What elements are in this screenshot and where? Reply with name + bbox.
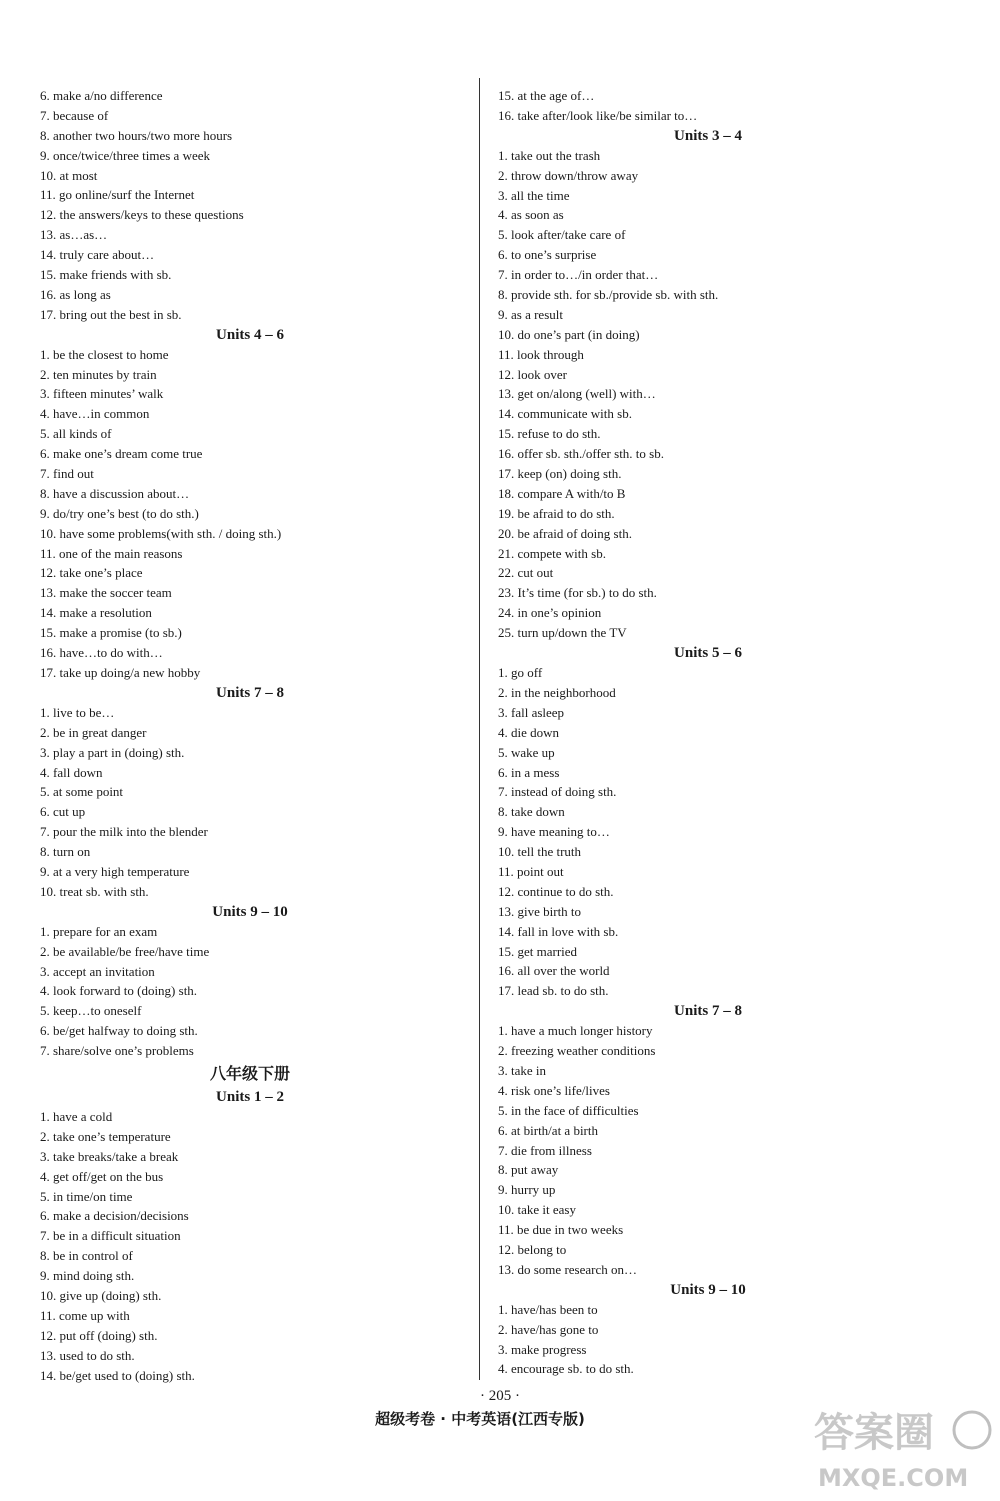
phrase-item: 14. truly care about… <box>40 247 155 263</box>
phrase-item: 7. be in a difficult situation <box>40 1228 181 1244</box>
phrase-item: 16. have…to do with… <box>40 645 163 661</box>
phrase-item: 5. in the face of difficulties <box>498 1102 639 1118</box>
phrase-item: 15. refuse to do sth. <box>498 426 601 442</box>
phrase-item: 7. find out <box>40 466 94 482</box>
section-heading: Units 9 – 10 <box>212 903 288 920</box>
phrase-item: 8. another two hours/two more hours <box>40 127 233 143</box>
phrase-item: 4. look forward to (doing) sth. <box>40 983 198 999</box>
left-column <box>40 86 460 1385</box>
phrase-item: 5. keep…to oneself <box>40 1003 142 1019</box>
phrase-item: 9. as a result <box>498 306 563 322</box>
phrase-item: 1. have/has been to <box>498 1301 598 1317</box>
book-title: 超级考卷 · 中考英语(江西专版) <box>375 1410 585 1428</box>
phrase-item: 17. keep (on) doing sth. <box>498 466 622 482</box>
grade-heading: 八年级下册 <box>209 1063 290 1083</box>
phrase-item: 4. have…in common <box>40 406 150 422</box>
phrase-item: 10. tell the truth <box>498 844 582 860</box>
phrase-item: 12. put off (doing) sth. <box>40 1327 158 1343</box>
phrase-item: 12. continue to do sth. <box>498 883 614 899</box>
phrase-item: 3. fall asleep <box>498 704 565 720</box>
phrase-item: 20. be afraid of doing sth. <box>498 525 632 541</box>
watermark-text: 答案圈 <box>814 1410 934 1456</box>
phrase-item: 12. the answers/keys to these questions <box>40 207 244 223</box>
phrase-item: 4. risk one’s life/lives <box>498 1082 610 1098</box>
phrase-item: 6. make a decision/decisions <box>40 1208 189 1224</box>
phrase-item: 7. in order to…/in order that… <box>498 267 659 283</box>
phrase-item: 21. compete with sb. <box>498 545 606 561</box>
phrase-item: 16. take after/look like/be similar to… <box>498 107 698 123</box>
phrase-item: 1. have a cold <box>40 1108 113 1124</box>
right-column <box>498 86 958 1379</box>
phrase-item: 3. take breaks/take a break <box>40 1148 179 1164</box>
phrase-item: 6. in a mess <box>498 764 560 780</box>
phrase-item: 4. get off/get on the bus <box>40 1168 164 1184</box>
phrase-item: 7. share/solve one’s problems <box>40 1043 194 1059</box>
phrase-item: 12. take one’s place <box>40 565 143 581</box>
phrase-item: 11. point out <box>498 863 564 879</box>
phrase-item: 6. cut up <box>40 804 86 820</box>
section-heading: Units 7 – 8 <box>674 1003 742 1020</box>
phrase-item: 16. all over the world <box>498 963 610 979</box>
phrase-item: 6. be/get halfway to doing sth. <box>40 1023 198 1039</box>
phrase-item: 4. die down <box>498 724 560 740</box>
phrase-item: 3. all the time <box>498 187 570 203</box>
phrase-item: 14. communicate with sb. <box>498 406 632 422</box>
phrase-item: 16. as long as <box>40 286 111 302</box>
phrase-item: 8. provide sth. for sb./provide sb. with sth. <box>498 287 719 303</box>
phrase-item: 12. belong to <box>498 1241 567 1257</box>
phrase-item: 10. give up (doing) sth. <box>40 1287 162 1303</box>
watermark-logo <box>800 1398 995 1496</box>
phrase-item: 11. look through <box>498 346 584 362</box>
phrase-item: 13. as…as… <box>40 227 108 243</box>
phrase-item: 2. be available/be free/have time <box>40 943 210 959</box>
phrase-item: 14. be/get used to (doing) sth. <box>40 1367 195 1383</box>
phrase-item: 13. get on/along (well) with… <box>498 386 656 402</box>
phrase-item: 9. hurry up <box>498 1182 556 1198</box>
section-heading: Units 7 – 8 <box>216 684 284 701</box>
phrase-item: 10. have some problems(with sth. / doing sth.) <box>40 525 282 541</box>
phrase-item: 14. make a resolution <box>40 605 152 621</box>
phrase-item: 5. look after/take care of <box>498 227 626 243</box>
section-heading: Units 5 – 6 <box>674 645 742 662</box>
phrase-item: 4. as soon as <box>498 207 564 223</box>
phrase-item: 17. take up doing/a new hobby <box>40 664 201 680</box>
phrase-item: 14. fall in love with sb. <box>498 923 619 939</box>
phrase-item: 22. cut out <box>498 565 554 581</box>
phrase-item: 19. be afraid to do sth. <box>498 505 615 521</box>
phrase-item: 8. turn on <box>40 844 91 860</box>
phrase-item: 6. to one’s surprise <box>498 247 597 263</box>
phrase-item: 11. be due in two weeks <box>498 1222 624 1238</box>
phrase-item: 2. ten minutes by train <box>40 366 157 382</box>
phrase-item: 12. look over <box>498 366 567 382</box>
phrase-item: 4. encourage sb. to do sth. <box>498 1361 634 1377</box>
phrase-item: 9. at a very high temperature <box>40 863 190 879</box>
phrase-item: 3. fifteen minutes’ walk <box>40 386 164 402</box>
phrase-item: 7. pour the milk into the blender <box>40 824 208 840</box>
phrase-item: 3. take in <box>498 1062 547 1078</box>
phrase-item: 11. go online/surf the Internet <box>40 187 195 203</box>
phrase-item: 13. make the soccer team <box>40 585 172 601</box>
phrase-item: 1. go off <box>498 665 543 681</box>
phrase-item: 10. take it easy <box>498 1202 576 1218</box>
section-heading: Units 9 – 10 <box>670 1281 746 1298</box>
phrase-item: 6. at birth/at a birth <box>498 1122 599 1138</box>
phrase-item: 9. mind doing sth. <box>40 1268 135 1284</box>
phrase-item: 2. have/has gone to <box>498 1321 599 1337</box>
phrase-item: 11. one of the main reasons <box>40 545 183 561</box>
phrase-item: 9. do/try one’s best (to do sth.) <box>40 505 199 521</box>
phrase-item: 1. be the closest to home <box>40 346 169 362</box>
phrase-item: 9. have meaning to… <box>498 824 610 840</box>
phrase-item: 1. have a much longer history <box>498 1023 653 1039</box>
phrase-item: 10. do one’s part (in doing) <box>498 326 640 342</box>
phrase-item: 7. because of <box>40 107 109 123</box>
phrase-item: 13. do some research on… <box>498 1261 637 1277</box>
phrase-item: 2. throw down/throw away <box>498 167 639 183</box>
phrase-item: 6. make one’s dream come true <box>40 446 203 462</box>
phrase-item: 1. prepare for an exam <box>40 923 158 939</box>
phrase-item: 13. give birth to <box>498 903 582 919</box>
phrase-item: 5. all kinds of <box>40 426 112 442</box>
watermark-circle <box>954 1412 990 1448</box>
phrase-item: 7. die from illness <box>498 1142 592 1158</box>
phrase-item: 25. turn up/down the TV <box>498 625 627 641</box>
phrase-item: 15. make friends with sb. <box>40 267 172 283</box>
phrase-item: 2. in the neighborhood <box>498 684 616 700</box>
phrase-item: 2. freezing weather conditions <box>498 1043 656 1059</box>
phrase-item: 3. accept an invitation <box>40 963 155 979</box>
section-heading: Units 4 – 6 <box>216 326 284 343</box>
phrase-item: 4. fall down <box>40 764 103 780</box>
phrase-item: 9. once/twice/three times a week <box>40 147 211 163</box>
watermark-url: MXQE.COM <box>818 1464 969 1492</box>
phrase-item: 8. put away <box>498 1162 559 1178</box>
phrase-item: 13. used to do sth. <box>40 1347 135 1363</box>
section-heading: Units 1 – 2 <box>216 1088 284 1105</box>
phrase-item: 17. lead sb. to do sth. <box>498 983 609 999</box>
phrase-item: 16. offer sb. sth./offer sth. to sb. <box>498 446 664 462</box>
phrase-item: 1. take out the trash <box>498 147 601 163</box>
phrase-item: 3. play a part in (doing) sth. <box>40 744 185 760</box>
column-divider <box>479 78 480 1380</box>
phrase-item: 6. make a/no difference <box>40 88 163 103</box>
phrase-item: 15. make a promise (to sb.) <box>40 625 182 641</box>
phrase-item: 8. take down <box>498 804 565 820</box>
phrase-item: 2. be in great danger <box>40 724 147 740</box>
phrase-item: 23. It’s time (for sb.) to do sth. <box>498 585 657 601</box>
phrase-item: 24. in one’s opinion <box>498 605 602 621</box>
phrase-item: 11. come up with <box>40 1307 130 1323</box>
phrase-item: 17. bring out the best in sb. <box>40 306 182 322</box>
phrase-item: 7. instead of doing sth. <box>498 784 617 800</box>
phrase-item: 8. be in control of <box>40 1248 133 1264</box>
page-number: · 205 · <box>480 1388 520 1404</box>
phrase-item: 5. wake up <box>498 744 555 760</box>
phrase-item: 18. compare A with/to B <box>498 485 626 501</box>
phrase-item: 15. at the age of… <box>498 88 595 103</box>
phrase-item: 10. treat sb. with sth. <box>40 883 149 899</box>
phrase-item: 5. in time/on time <box>40 1188 133 1204</box>
phrase-item: 2. take one’s temperature <box>40 1128 171 1144</box>
phrase-item: 8. have a discussion about… <box>40 485 190 501</box>
phrase-item: 15. get married <box>498 943 578 959</box>
phrase-item: 10. at most <box>40 167 98 183</box>
section-heading: Units 3 – 4 <box>674 127 742 144</box>
phrase-item: 3. make progress <box>498 1341 587 1357</box>
phrase-item: 5. at some point <box>40 784 124 800</box>
phrase-item: 1. live to be… <box>40 704 115 720</box>
